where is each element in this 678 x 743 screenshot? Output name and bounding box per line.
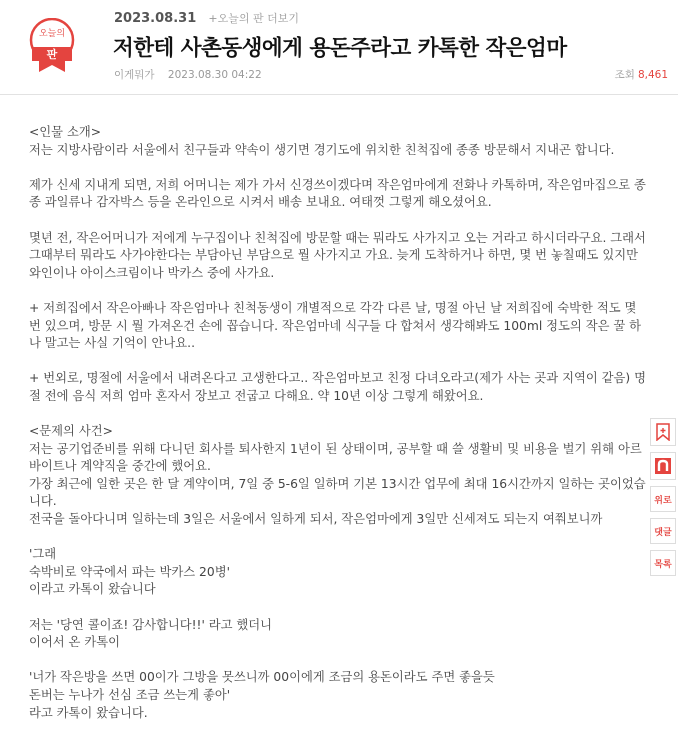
content-line: 몇년 전, 작은어머니가 저에게 누구집이나 친척집에 방문할 때는 뭐라도 사가지고 오는 거라고 하시더라구요. 그래서 그때부터 뭐라도 사가야한다는 부담아닌 부담으로 뭘 사가지고 가요. 늦게 도착하거나 하면, 몇 번 놓칠때도 있지만 와인이나 아이스크림이나 박카스 중에 사가요.: [29, 230, 646, 280]
nate-logo-icon[interactable]: [650, 452, 676, 480]
content-line: 이어서 온 카톡이: [29, 635, 120, 650]
side-button-comments[interactable]: 댓글: [650, 518, 676, 544]
content-line: 이라고 카톡이 왔습니다: [29, 582, 156, 597]
content-line: <문제의 사건>: [29, 424, 113, 439]
header-divider: [0, 94, 678, 95]
blank-line: [29, 212, 649, 230]
badge-top-text: 오늘의: [38, 29, 66, 39]
more-today-link[interactable]: +오늘의 판 더보기: [208, 12, 299, 25]
content-line: + 저희집에서 작은아빠나 작은엄마나 친척동생이 개별적으로 각각 다른 날, 명절 아닌 날 저희집에 숙박한 적도 몇 번 있으며, 방문 시 뭘 가져온건 손에 꼽습니다. 작은엄마네 식구들 다 합쳐서 생각해봐도 100ml 정도의 작은 꿀 하나 말고는 사실 기억이 안나요..: [29, 300, 642, 351]
post-header: [0, 0, 678, 96]
badge-main-text: 판: [46, 48, 58, 61]
side-button-cheer[interactable]: 위로: [650, 486, 676, 512]
blank-line: [29, 159, 649, 177]
content-line: 전국을 돌아다니며 일하는데 3일은 서울에서 일하게 되서, 작은엄마에게 3일만 신세져도 되는지 여쭤보니까: [29, 512, 603, 527]
bookmark-icon[interactable]: [650, 418, 676, 446]
content-line: '너가 작은방을 쓰면 00이가 그방을 못쓰니까 00이에게 조금의 용돈이라도 주면 좋을듯: [29, 670, 495, 685]
content-line: 저는 '당연 콜이죠! 감사합니다!!' 라고 했더니: [29, 617, 273, 632]
post-author[interactable]: 이게뭐가: [114, 69, 155, 81]
content-line: 돈버는 누나가 선심 조금 쓰는게 좋아': [29, 688, 231, 702]
today-pan-badge-icon: [27, 18, 77, 74]
content-line: + 번외로, 명절에 서울에서 내려온다고 고생한다고.. 작은엄마보고 친정 다녀오라고(제가 사는 곳과 지역이 같음) 명절 전에 음식 저희 엄마 혼자서 장보고 전굽고 다해요. 약 10년 이상 그렇게 해왔어요.: [29, 371, 646, 403]
side-button-list[interactable]: 목록: [650, 550, 676, 576]
content-line: 저는 지방사람이라 서울에서 친구들과 약속이 생기면 경기도에 위치한 친척집에 종종 방문해서 지내곤 합니다.: [29, 142, 615, 157]
blank-line: [29, 282, 649, 300]
post-meta: [114, 67, 262, 82]
content-line: '그래: [29, 547, 57, 562]
blank-line: [29, 652, 649, 670]
content-line: 숙박비로 약국에서 파는 박카스 20병': [29, 564, 230, 579]
date-line: [114, 10, 299, 26]
views-label: 조회: [614, 69, 635, 81]
blank-line: [29, 529, 649, 547]
post-datetime: 2023.08.30 04:22: [167, 69, 262, 81]
post-title: 저한테 사촌동생에게 용돈주라고 카톡한 작은엄마: [113, 36, 567, 61]
content-line: <인물 소개>: [29, 125, 102, 139]
blank-line: [29, 353, 649, 371]
post-content: [29, 124, 649, 722]
content-line: 제가 신세 지내게 되면, 저희 어머니는 제가 가서 신경쓰이겠다며 작은엄마에게 전화나 카톡하며, 작은엄마집으로 종종 과일류나 감자박스 등을 온라인으로 시켜서 배송 보내요. 여태껏 그렇게 해오셨어요.: [29, 177, 646, 210]
content-line: 가장 최근에 일한 곳은 한 달 계약이며, 7일 중 5-6일 일하며 기본 13시간 업무에 최대 16시간까지 일하는 곳이었습니다.: [29, 476, 646, 509]
content-line: 저는 공기업준비를 위해 다니던 회사를 퇴사한지 1년이 된 상태이며, 공부할 때 쓸 생활비 및 비용을 벌기 위해 아르바이트나 계약직을 중간에 했어요.: [29, 441, 642, 474]
blank-line: [29, 406, 649, 424]
content-line: 라고 카톡이 왔습니다.: [29, 705, 148, 720]
blank-line: [29, 599, 649, 617]
post-date: 2023.08.31: [114, 11, 197, 26]
view-count: [615, 67, 668, 82]
views-number: 8,461: [637, 69, 668, 81]
side-toolbar: [650, 418, 676, 582]
